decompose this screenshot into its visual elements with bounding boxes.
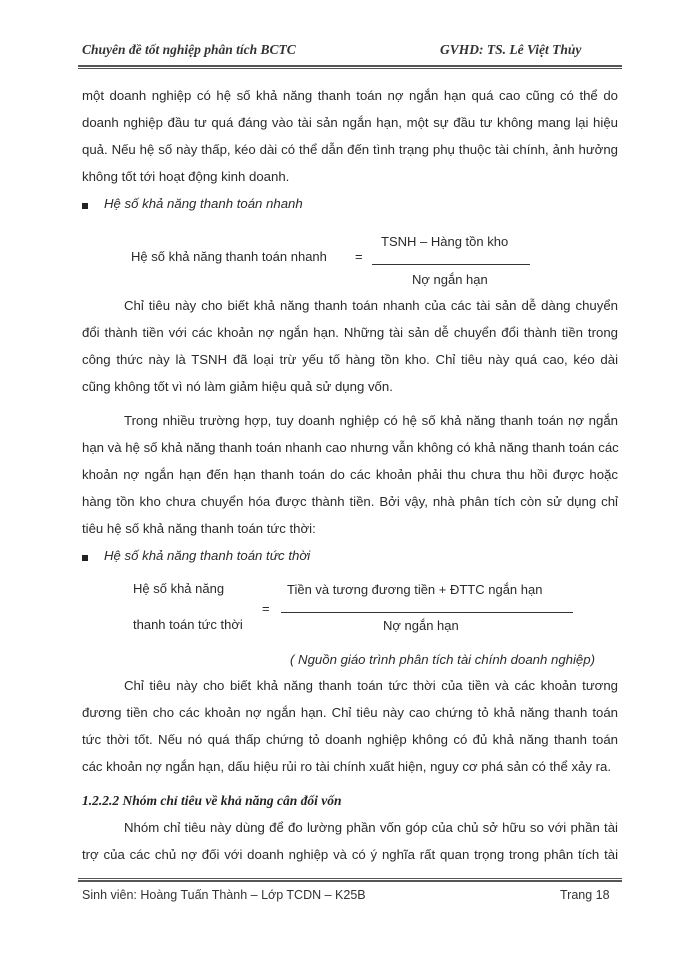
para3-line: hạn và hệ số khả năng thanh toán nhanh cao nhưng vẫn không có khả năng thanh toán các (82, 440, 619, 455)
para2-line: đổi thành tiền với các khoản nợ ngắn hạn. Những tài sản dễ chuyển đổi thành tiền trong (82, 325, 618, 340)
header-rule-thin (78, 68, 622, 69)
formula1-equals: = (355, 249, 363, 264)
para5-line: trợ của các chủ nợ đối với doanh nghiệp và có ý nghĩa rất quan trọng trong phân tích tài (82, 847, 618, 862)
para1-line: một doanh nghiệp có hệ số khả năng thanh toán nợ ngắn hạn quá cao cũng có thể do (82, 88, 618, 103)
formula2-label-line1: Hệ số khả năng (133, 581, 225, 596)
para2-line: Chỉ tiêu này cho biết khả năng thanh toán nhanh của các tài sản dễ dàng chuyển (124, 298, 618, 313)
formula1-denominator: Nợ ngắn hạn (412, 272, 488, 287)
para3-line: tiêu hệ số khả năng thanh toán tức thời: (82, 521, 316, 536)
formula2-label-line2: thanh toán tức thời (133, 617, 243, 632)
formula2-equals: = (262, 601, 270, 616)
formula1-numerator: TSNH – Hàng tồn kho (381, 234, 509, 249)
footer-rule-thick (78, 880, 622, 882)
bullet-cash-ratio: Hệ số khả năng thanh toán tức thời (104, 548, 311, 563)
bullet-marker (82, 555, 88, 561)
formula2-fraction-bar (281, 612, 573, 613)
para1-line: doanh nghiệp đầu tư quá đáng vào tài sản ngắn hạn, một sự đầu tư không mang lại hiệu (82, 115, 618, 130)
header-right: GVHD: TS. Lê Việt Thủy (440, 42, 582, 57)
formula1-label: Hệ số khả năng thanh toán nhanh (131, 249, 327, 264)
footer-rule (78, 878, 622, 879)
para3-line: Trong nhiều trường hợp, tuy doanh nghiệp có hệ số khả năng thanh toán nợ ngắn (124, 413, 618, 428)
para4-line: tức thời tốt. Nếu nó quá thấp chứng tỏ doanh nghiệp không có đủ khả năng thanh toán (82, 732, 618, 747)
para1-line: quả. Nếu hệ số này thấp, kéo dài có thể dẫn đến tình trạng phụ thuộc tài chính, ảnh hưởng (82, 142, 618, 157)
bullet-marker (82, 203, 88, 209)
header-rule (78, 65, 622, 67)
bullet-quick-ratio: Hệ số khả năng thanh toán nhanh (104, 196, 303, 211)
formula1-fraction-bar (372, 264, 530, 265)
page-number: Trang 18 (560, 888, 610, 902)
para4-line: Chỉ tiêu này cho biết khả năng thanh toán tức thời của tiền và các khoản tương (124, 678, 618, 693)
para2-line: cũng không tốt vì nó làm giảm hiệu quả sử dụng vốn. (82, 379, 393, 394)
para4-line: các khoản nợ ngắn hạn, dấu hiệu rủi ro tài chính xuất hiện, nguy cơ phá sản có thể xảy ra. (82, 759, 612, 774)
para5-line: Nhóm chỉ tiêu này dùng để đo lường phần vốn góp của chủ sở hữu so với phần tài (124, 820, 618, 835)
formula2-denominator: Nợ ngắn hạn (383, 618, 459, 633)
section-heading: 1.2.2.2 Nhóm chỉ tiêu về khả năng cân đối vốn (82, 793, 342, 808)
header-left: Chuyên đề tốt nghiệp phân tích BCTC (82, 42, 296, 57)
footer-left: Sinh viên: Hoàng Tuấn Thành – Lớp TCDN – K25B (82, 888, 366, 902)
para2-line: công thức này là TSNH đã loại trừ yếu tố hàng tồn kho. Chỉ tiêu này quá cao, kéo dài (82, 352, 618, 367)
formula2-numerator: Tiền và tương đương tiền + ĐTTC ngắn hạn (287, 582, 543, 597)
para4-line: đương tiền cho các khoản nợ ngắn hạn. Chỉ tiêu này cao chứng tỏ khả năng thanh toán (82, 705, 618, 720)
para3-line: khoản nợ ngắn hạn đến hạn thanh toán do các khoản phải thu chưa thu hồi được hoặc (82, 467, 618, 482)
source-citation: ( Nguồn giáo trình phân tích tài chính doanh nghiệp) (290, 652, 595, 667)
para3-line: hàng tồn kho chưa chuyển hóa được thành tiền. Bởi vậy, nhà phân tích còn sử dụng chỉ (82, 494, 618, 509)
para1-line: không tốt tới hoạt động kinh doanh. (82, 169, 290, 184)
